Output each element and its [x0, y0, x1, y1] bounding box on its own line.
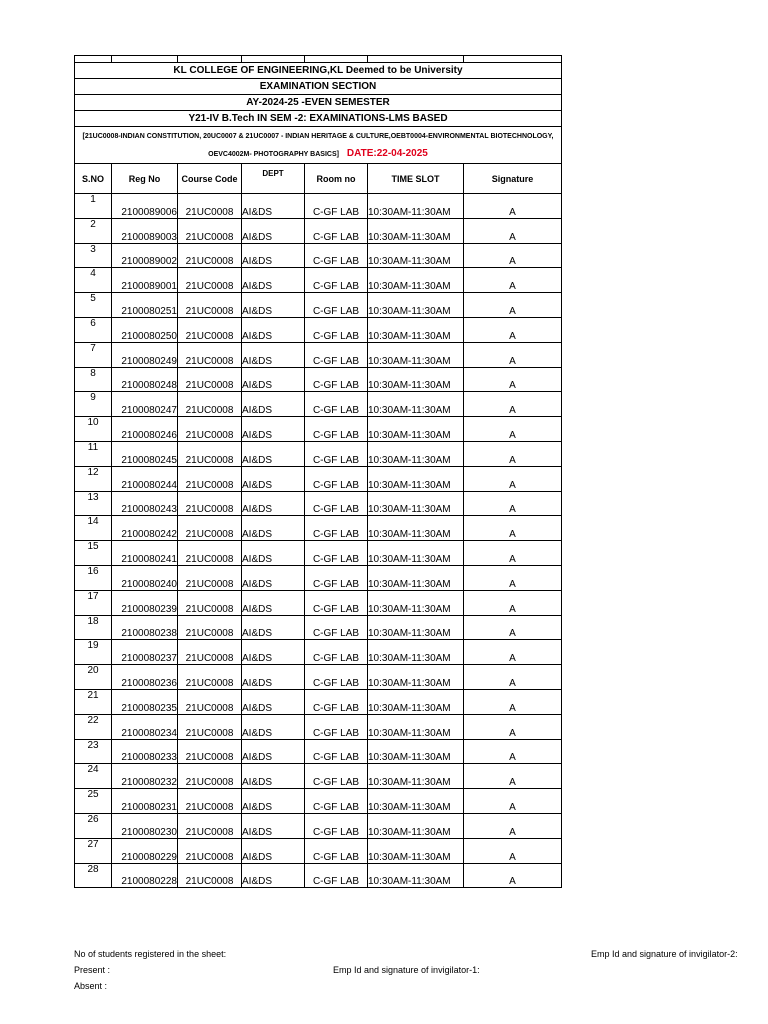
signature-cell: A [464, 218, 562, 243]
dept-cell: AI&DS [242, 863, 305, 888]
dept-cell: AI&DS [242, 739, 305, 764]
course-code-cell: 21UC0008 [178, 789, 242, 814]
time-slot-cell: 10:30AM-11:30AM [368, 317, 464, 342]
section-title: EXAMINATION SECTION [75, 79, 562, 95]
signature-cell: A [464, 491, 562, 516]
table-row [75, 615, 562, 640]
col-sno: S.NO [75, 164, 112, 194]
signature-cell: A [464, 739, 562, 764]
dept-cell: AI&DS [242, 615, 305, 640]
col-dept: DEPT [242, 164, 305, 194]
table-row [75, 565, 562, 590]
time-slot-cell: 10:30AM-11:30AM [368, 838, 464, 863]
time-slot-cell: 10:30AM-11:30AM [368, 293, 464, 318]
time-slot-cell: 10:30AM-11:30AM [368, 367, 464, 392]
course-code-cell: 21UC0008 [178, 689, 242, 714]
table-row [75, 243, 562, 268]
row-sno: 16 [75, 565, 112, 590]
room-cell: C-GF LAB [305, 863, 368, 888]
row-sno: 13 [75, 491, 112, 516]
course-code-cell: 21UC0008 [178, 640, 242, 665]
reg-no-cell: 2100080231 [112, 789, 178, 814]
room-cell: C-GF LAB [305, 689, 368, 714]
dept-cell: AI&DS [242, 640, 305, 665]
row-sno: 7 [75, 342, 112, 367]
signature-cell: A [464, 541, 562, 566]
dept-cell: AI&DS [242, 342, 305, 367]
signature-cell: A [464, 863, 562, 888]
room-cell: C-GF LAB [305, 194, 368, 219]
time-slot-cell: 10:30AM-11:30AM [368, 516, 464, 541]
row-sno: 14 [75, 516, 112, 541]
signature-cell: A [464, 441, 562, 466]
reg-no-cell: 2100080241 [112, 541, 178, 566]
table-row [75, 466, 562, 491]
reg-no-cell: 2100080245 [112, 441, 178, 466]
course-code-cell: 21UC0008 [178, 813, 242, 838]
dept-cell: AI&DS [242, 441, 305, 466]
course-code-cell: 21UC0008 [178, 863, 242, 888]
year-row [75, 95, 562, 111]
course-code-cell: 21UC0008 [178, 665, 242, 690]
dept-cell: AI&DS [242, 417, 305, 442]
row-sno: 25 [75, 789, 112, 814]
row-sno: 12 [75, 466, 112, 491]
dept-cell: AI&DS [242, 838, 305, 863]
room-cell: C-GF LAB [305, 590, 368, 615]
dept-cell: AI&DS [242, 268, 305, 293]
signature-cell: A [464, 838, 562, 863]
signature-cell: A [464, 689, 562, 714]
signature-cell: A [464, 615, 562, 640]
courses-row [75, 127, 562, 164]
dept-cell: AI&DS [242, 516, 305, 541]
time-slot-cell: 10:30AM-11:30AM [368, 863, 464, 888]
room-cell: C-GF LAB [305, 565, 368, 590]
reg-no-cell: 2100080248 [112, 367, 178, 392]
column-header-row [75, 164, 562, 194]
room-cell: C-GF LAB [305, 317, 368, 342]
course-code-cell: 21UC0008 [178, 739, 242, 764]
col-course-code: Course Code [178, 164, 242, 194]
room-cell: C-GF LAB [305, 367, 368, 392]
table-row [75, 838, 562, 863]
room-cell: C-GF LAB [305, 417, 368, 442]
room-cell: C-GF LAB [305, 615, 368, 640]
table-row [75, 789, 562, 814]
course-code-cell: 21UC0008 [178, 218, 242, 243]
room-cell: C-GF LAB [305, 268, 368, 293]
reg-no-cell: 2100089002 [112, 243, 178, 268]
row-sno: 1 [75, 194, 112, 219]
time-slot-cell: 10:30AM-11:30AM [368, 194, 464, 219]
row-sno: 23 [75, 739, 112, 764]
time-slot-cell: 10:30AM-11:30AM [368, 565, 464, 590]
time-slot-cell: 10:30AM-11:30AM [368, 466, 464, 491]
reg-no-cell: 2100080243 [112, 491, 178, 516]
signature-cell: A [464, 392, 562, 417]
signature-cell: A [464, 268, 562, 293]
time-slot-cell: 10:30AM-11:30AM [368, 764, 464, 789]
invigilator-2-label: Emp Id and signature of invigilator-2: [591, 949, 738, 959]
reg-no-cell: 2100080230 [112, 813, 178, 838]
room-cell: C-GF LAB [305, 764, 368, 789]
table-row [75, 218, 562, 243]
section-row [75, 79, 562, 95]
reg-no-cell: 2100080229 [112, 838, 178, 863]
reg-no-cell: 2100080247 [112, 392, 178, 417]
course-code-cell: 21UC0008 [178, 317, 242, 342]
row-sno: 22 [75, 714, 112, 739]
dept-cell: AI&DS [242, 317, 305, 342]
table-row [75, 541, 562, 566]
reg-no-cell: 2100080249 [112, 342, 178, 367]
course-code-cell: 21UC0008 [178, 243, 242, 268]
signature-cell: A [464, 243, 562, 268]
row-sno: 26 [75, 813, 112, 838]
course-code-cell: 21UC0008 [178, 367, 242, 392]
time-slot-cell: 10:30AM-11:30AM [368, 640, 464, 665]
row-sno: 15 [75, 541, 112, 566]
course-code-cell: 21UC0008 [178, 392, 242, 417]
signature-cell: A [464, 813, 562, 838]
courses-line-2: OEVC4002M- PHOTOGRAPHY BASICS] [208, 150, 339, 158]
dept-cell: AI&DS [242, 466, 305, 491]
signature-cell: A [464, 293, 562, 318]
row-sno: 28 [75, 863, 112, 888]
course-code-cell: 21UC0008 [178, 194, 242, 219]
signature-cell: A [464, 317, 562, 342]
time-slot-cell: 10:30AM-11:30AM [368, 789, 464, 814]
dept-cell: AI&DS [242, 367, 305, 392]
room-cell: C-GF LAB [305, 714, 368, 739]
col-reg-no: Reg No [112, 164, 178, 194]
course-code-cell: 21UC0008 [178, 441, 242, 466]
room-cell: C-GF LAB [305, 739, 368, 764]
course-code-cell: 21UC0008 [178, 714, 242, 739]
room-cell: C-GF LAB [305, 516, 368, 541]
table-row [75, 665, 562, 690]
time-slot-cell: 10:30AM-11:30AM [368, 268, 464, 293]
time-slot-cell: 10:30AM-11:30AM [368, 417, 464, 442]
signature-cell: A [464, 342, 562, 367]
time-slot-cell: 10:30AM-11:30AM [368, 491, 464, 516]
reg-no-cell: 2100080232 [112, 764, 178, 789]
dept-cell: AI&DS [242, 590, 305, 615]
dept-cell: AI&DS [242, 491, 305, 516]
room-cell: C-GF LAB [305, 293, 368, 318]
time-slot-cell: 10:30AM-11:30AM [368, 689, 464, 714]
table-row [75, 392, 562, 417]
dept-cell: AI&DS [242, 665, 305, 690]
row-sno: 5 [75, 293, 112, 318]
row-sno: 10 [75, 417, 112, 442]
dept-cell: AI&DS [242, 565, 305, 590]
room-cell: C-GF LAB [305, 665, 368, 690]
reg-no-cell: 2100080239 [112, 590, 178, 615]
signature-cell: A [464, 714, 562, 739]
col-signature: Signature [464, 164, 562, 194]
signature-cell: A [464, 417, 562, 442]
college-name: KL COLLEGE OF ENGINEERING,KL Deemed to be University [75, 63, 562, 79]
signature-cell: A [464, 590, 562, 615]
table-row [75, 342, 562, 367]
exam-date: DATE:22-04-2025 [346, 147, 428, 159]
invigilator-1-label: Emp Id and signature of invigilator-1: [333, 965, 480, 975]
time-slot-cell: 10:30AM-11:30AM [368, 665, 464, 690]
room-cell: C-GF LAB [305, 789, 368, 814]
reg-no-cell: 2100080234 [112, 714, 178, 739]
col-time-slot: TIME SLOT [368, 164, 464, 194]
courses-line-1: [21UC0008-INDIAN CONSTITUTION, 20UC0007 & 21UC0007 - INDIAN HERITAGE & CULTURE,OEBT0004-ENVIRONMENTAL BIOTECHNOLOGY, [82, 132, 554, 140]
signature-cell: A [464, 789, 562, 814]
room-cell: C-GF LAB [305, 838, 368, 863]
dept-cell: AI&DS [242, 764, 305, 789]
col-room-no: Room no [305, 164, 368, 194]
reg-no-cell: 2100080238 [112, 615, 178, 640]
row-sno: 21 [75, 689, 112, 714]
reg-no-cell: 2100089001 [112, 268, 178, 293]
dept-cell: AI&DS [242, 714, 305, 739]
signature-cell: A [464, 194, 562, 219]
dept-cell: AI&DS [242, 218, 305, 243]
room-cell: C-GF LAB [305, 541, 368, 566]
course-code-cell: 21UC0008 [178, 293, 242, 318]
signature-cell: A [464, 665, 562, 690]
time-slot-cell: 10:30AM-11:30AM [368, 342, 464, 367]
row-sno: 2 [75, 218, 112, 243]
row-sno: 27 [75, 838, 112, 863]
table-row [75, 491, 562, 516]
table-row [75, 689, 562, 714]
dept-cell: AI&DS [242, 541, 305, 566]
academic-year: AY-2024-25 -EVEN SEMESTER [75, 95, 562, 111]
present-label: Present : [74, 965, 111, 975]
registered-count-label: No of students registered in the sheet: [74, 949, 227, 959]
dept-cell: AI&DS [242, 194, 305, 219]
course-code-cell: 21UC0008 [178, 417, 242, 442]
room-cell: C-GF LAB [305, 392, 368, 417]
table-row [75, 194, 562, 219]
dept-cell: AI&DS [242, 293, 305, 318]
row-sno: 4 [75, 268, 112, 293]
table-row [75, 863, 562, 888]
room-cell: C-GF LAB [305, 491, 368, 516]
courses-cell [75, 127, 562, 164]
table-row [75, 640, 562, 665]
row-sno: 18 [75, 615, 112, 640]
table-row [75, 764, 562, 789]
course-code-cell: 21UC0008 [178, 541, 242, 566]
absent-label: Absent : [74, 981, 108, 991]
room-cell: C-GF LAB [305, 466, 368, 491]
course-code-cell: 21UC0008 [178, 838, 242, 863]
reg-no-cell: 2100080240 [112, 565, 178, 590]
time-slot-cell: 10:30AM-11:30AM [368, 243, 464, 268]
time-slot-cell: 10:30AM-11:30AM [368, 441, 464, 466]
college-row [75, 63, 562, 79]
table-row [75, 268, 562, 293]
reg-no-cell: 2100080242 [112, 516, 178, 541]
time-slot-cell: 10:30AM-11:30AM [368, 392, 464, 417]
exam-row [75, 111, 562, 127]
row-sno: 17 [75, 590, 112, 615]
row-sno: 11 [75, 441, 112, 466]
table-row [75, 813, 562, 838]
room-cell: C-GF LAB [305, 640, 368, 665]
table-row [75, 714, 562, 739]
signature-cell: A [464, 516, 562, 541]
course-code-cell: 21UC0008 [178, 615, 242, 640]
signature-cell: A [464, 565, 562, 590]
table-row [75, 367, 562, 392]
time-slot-cell: 10:30AM-11:30AM [368, 615, 464, 640]
time-slot-cell: 10:30AM-11:30AM [368, 739, 464, 764]
reg-no-cell: 2100080235 [112, 689, 178, 714]
row-sno: 24 [75, 764, 112, 789]
time-slot-cell: 10:30AM-11:30AM [368, 218, 464, 243]
exam-title: Y21-IV B.Tech IN SEM -2: EXAMINATIONS-LMS BASED [75, 111, 562, 127]
course-code-cell: 21UC0008 [178, 342, 242, 367]
attendance-table [74, 55, 562, 888]
reg-no-cell: 2100080244 [112, 466, 178, 491]
dept-cell: AI&DS [242, 392, 305, 417]
reg-no-cell: 2100080237 [112, 640, 178, 665]
room-cell: C-GF LAB [305, 441, 368, 466]
time-slot-cell: 10:30AM-11:30AM [368, 541, 464, 566]
room-cell: C-GF LAB [305, 218, 368, 243]
top-border-row [75, 56, 562, 63]
table-row [75, 516, 562, 541]
table-row [75, 441, 562, 466]
table-row [75, 417, 562, 442]
time-slot-cell: 10:30AM-11:30AM [368, 590, 464, 615]
dept-cell: AI&DS [242, 813, 305, 838]
course-code-cell: 21UC0008 [178, 516, 242, 541]
signature-cell: A [464, 640, 562, 665]
reg-no-cell: 2100089006 [112, 194, 178, 219]
reg-no-cell: 2100089003 [112, 218, 178, 243]
time-slot-cell: 10:30AM-11:30AM [368, 813, 464, 838]
reg-no-cell: 2100080250 [112, 317, 178, 342]
row-sno: 6 [75, 317, 112, 342]
row-sno: 20 [75, 665, 112, 690]
table-row [75, 317, 562, 342]
table-row [75, 739, 562, 764]
course-code-cell: 21UC0008 [178, 491, 242, 516]
reg-no-cell: 2100080236 [112, 665, 178, 690]
signature-cell: A [464, 367, 562, 392]
signature-cell: A [464, 764, 562, 789]
time-slot-cell: 10:30AM-11:30AM [368, 714, 464, 739]
reg-no-cell: 2100080228 [112, 863, 178, 888]
course-code-cell: 21UC0008 [178, 590, 242, 615]
table-row [75, 293, 562, 318]
dept-cell: AI&DS [242, 243, 305, 268]
room-cell: C-GF LAB [305, 342, 368, 367]
course-code-cell: 21UC0008 [178, 466, 242, 491]
reg-no-cell: 2100080251 [112, 293, 178, 318]
reg-no-cell: 2100080246 [112, 417, 178, 442]
dept-cell: AI&DS [242, 689, 305, 714]
row-sno: 9 [75, 392, 112, 417]
reg-no-cell: 2100080233 [112, 739, 178, 764]
signature-cell: A [464, 466, 562, 491]
course-code-cell: 21UC0008 [178, 565, 242, 590]
room-cell: C-GF LAB [305, 243, 368, 268]
table-row [75, 590, 562, 615]
room-cell: C-GF LAB [305, 813, 368, 838]
row-sno: 19 [75, 640, 112, 665]
course-code-cell: 21UC0008 [178, 268, 242, 293]
row-sno: 8 [75, 367, 112, 392]
dept-cell: AI&DS [242, 789, 305, 814]
row-sno: 3 [75, 243, 112, 268]
course-code-cell: 21UC0008 [178, 764, 242, 789]
